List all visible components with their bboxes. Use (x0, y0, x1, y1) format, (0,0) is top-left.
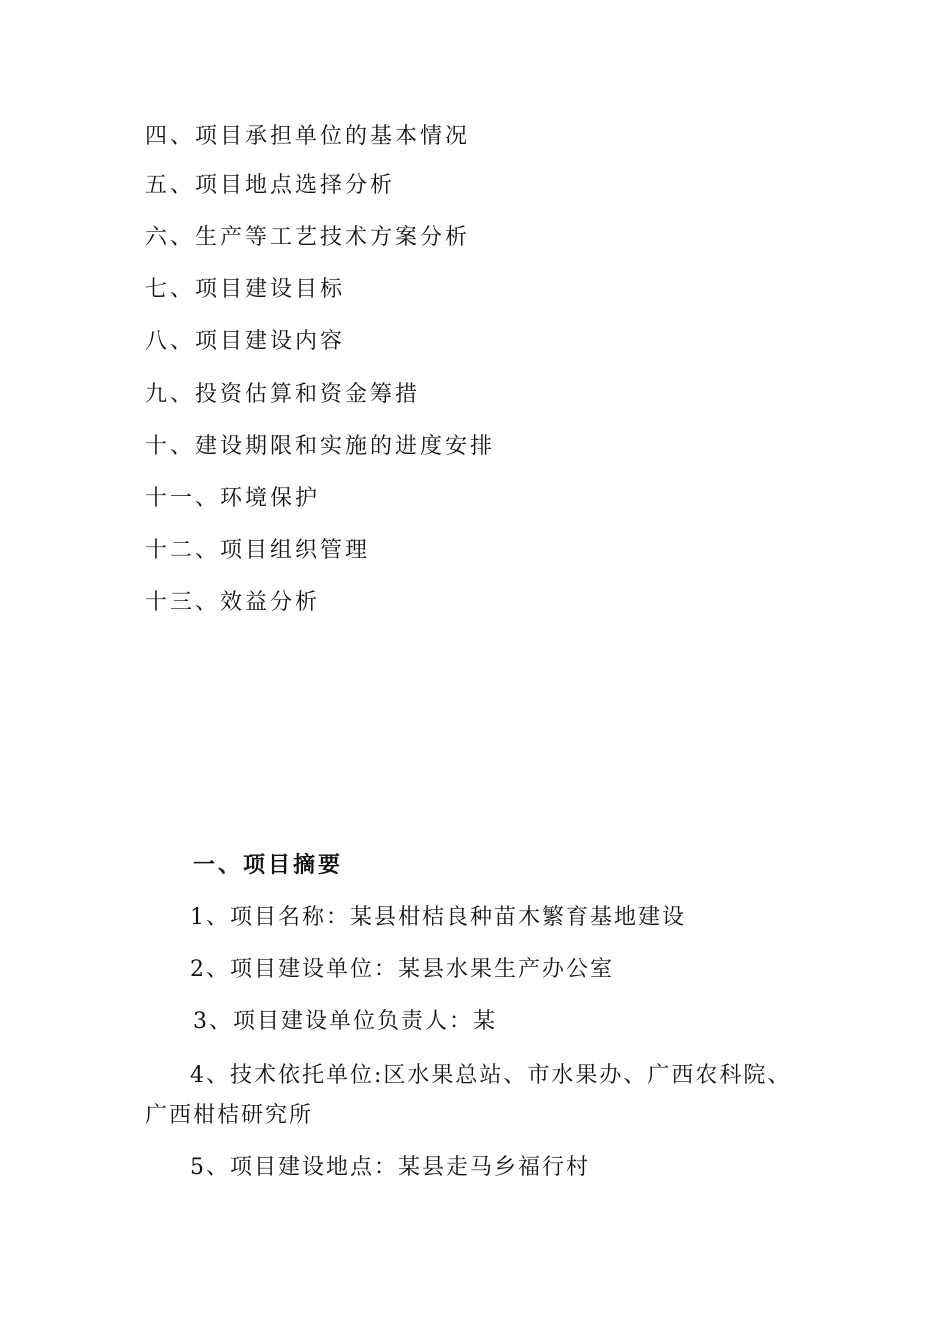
summary-item-technical-support: 4、技术依托单位:区水果总站、市水果办、广西农科院、广西柑桔研究所 (145, 1063, 792, 1128)
toc-item: 六、生产等工艺技术方案分析 (145, 225, 471, 250)
toc-item: 四、项目承担单位的基本情况 (145, 124, 471, 149)
toc-item: 九、投资估算和资金筹措 (145, 382, 421, 407)
toc-item: 十一、环境保护 (145, 486, 321, 511)
toc-item: 五、项目地点选择分析 (145, 173, 396, 198)
summary-item-construction-site: 5、项目建设地点：某县走马乡福行村 (190, 1155, 590, 1180)
toc-item: 八、项目建设内容 (145, 329, 346, 354)
summary-item-project-name: 1、项目名称：某县柑桔良种苗木繁育基地建设 (190, 905, 686, 930)
toc-item: 十二、项目组织管理 (145, 538, 371, 563)
summary-item-unit-leader: 3、项目建设单位负责人：某 (193, 1009, 497, 1034)
toc-item: 十、建设期限和实施的进度安排 (145, 434, 496, 459)
toc-item: 七、项目建设目标 (145, 277, 346, 302)
section-heading: 一、项目摘要 (193, 852, 344, 878)
summary-item-construction-unit: 2、项目建设单位：某县水果生产办公室 (190, 957, 614, 982)
toc-item: 十三、效益分析 (145, 590, 321, 615)
